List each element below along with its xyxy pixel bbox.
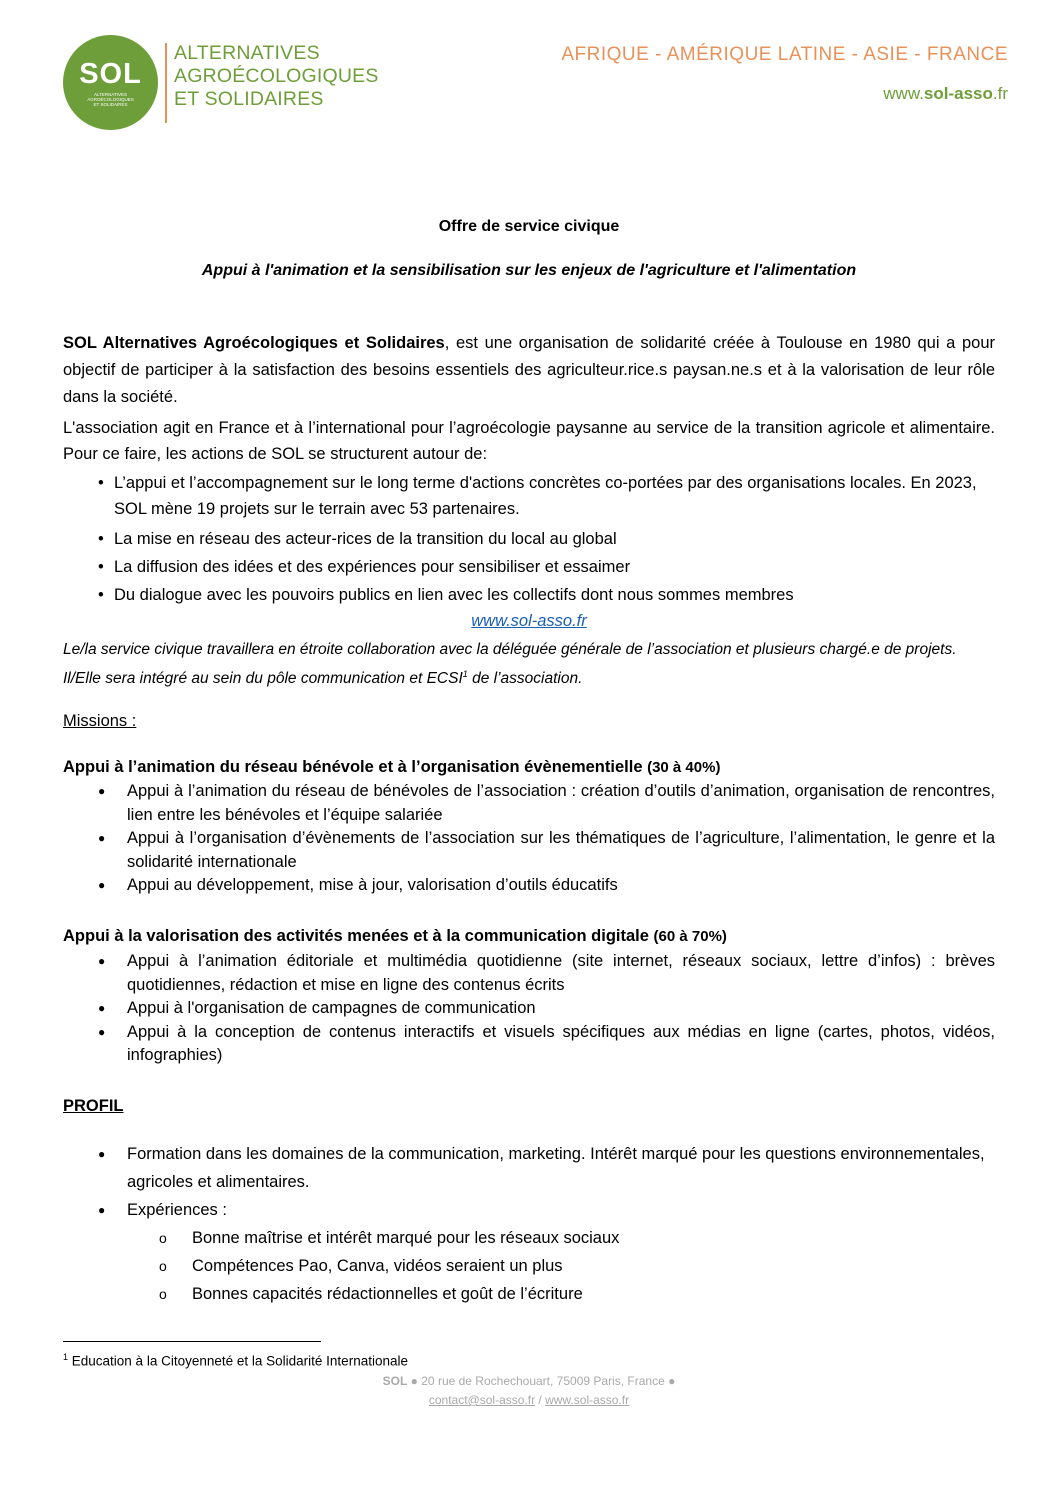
section-percentage: (30 à 40%) (647, 759, 721, 776)
page-subtitle: Appui à l'animation et la sensibilisation sur les enjeux de l'agriculture et l'alimentation (201, 262, 857, 279)
list-item-text: Du dialogue avec les pouvoirs publics en lien avec les collectifs dont nous sommes membres (114, 586, 794, 604)
collaboration-note (63, 637, 995, 691)
website-prefix: www. (883, 84, 924, 103)
footer-links (0, 1393, 1058, 1407)
list-item (98, 827, 995, 874)
website-suffix: .fr (992, 84, 1008, 103)
bullet-icon: ● (98, 954, 106, 968)
logo-small-line: ALTERNATIVES (93, 92, 128, 97)
circle-bullet-icon: o (159, 1286, 167, 1302)
section1-list (98, 780, 995, 898)
list-item (98, 1196, 995, 1224)
list-item-text: La mise en réseau des acteur-rices de la transition du local au global (114, 530, 617, 548)
list-item (159, 1224, 620, 1252)
website-link-row (0, 612, 1058, 631)
section-heading-text: Appui à l’animation du réseau bénévole et à l’organisation évènementielle (63, 758, 648, 776)
logo-small-line: AGROÉCOLOGIQUES (87, 97, 134, 102)
list-item (98, 997, 995, 1021)
bullet-icon: • (98, 586, 104, 604)
section2-list (98, 950, 995, 1068)
bullet-icon: ● (98, 878, 106, 892)
org-line: ALTERNATIVES (174, 42, 320, 64)
list-item (98, 874, 995, 898)
page-title: Offre de service civique (438, 218, 620, 235)
profil-label-text: PROFIL (63, 1097, 124, 1115)
logo-small-text (63, 92, 158, 107)
bullet-icon: • (98, 474, 104, 492)
circle-bullet-icon: o (159, 1258, 167, 1274)
list-item-text: Appui à la conception de contenus interactifs et visuels spécifiques aux médias en ligne (cartes, photos, vidéos, infographies) (127, 1022, 995, 1064)
list-item-text: La diffusion des idées et des expériences pour sensibiliser et essaimer (114, 558, 631, 576)
list-item-text: Bonnes capacités rédactionnelles et goût de l’écriture (192, 1285, 583, 1303)
bullet-icon: • (98, 558, 104, 576)
experience-list (159, 1224, 620, 1308)
note-text-end: de l’association. (467, 670, 583, 688)
list-item-text: Expériences : (127, 1201, 227, 1219)
footnote (63, 1352, 408, 1369)
footer-address (0, 1374, 1058, 1388)
section-heading-2 (63, 927, 727, 946)
list-item-text: Formation dans les domaines de la communication, marketing. Intérêt marqué pour les questions environnementales, agricoles et alimentaires. (127, 1145, 985, 1191)
logo-small-line: ET SOLIDAIRES (93, 102, 128, 107)
list-item-text: Appui à l’animation éditoriale et multimédia quotidienne (site internet, réseaux sociaux, lettre d’infos) : brèves quotidiennes, rédaction et mise en ligne des contenus écrits (127, 952, 995, 994)
bullet-icon: • (98, 530, 104, 548)
org-name-logo (174, 42, 379, 111)
list-item (98, 1140, 995, 1196)
list-item-text: Appui à l’organisation d’évènements de l’association sur les thématiques de l’agriculture, l’alimentation, le genre et la solidarité internationale (127, 829, 995, 871)
header-website[interactable] (883, 84, 1008, 104)
list-item-text: L’appui et l’accompagnement sur le long terme d'actions concrètes co-portées par des organisations locales. En 2023, SOL mène 19 projets sur le terrain avec 53 partenaires. (114, 474, 977, 518)
intro-paragraph-2: L'association agit en France et à l’international pour l’agroécologie paysanne au service de la transition agricole et alimentaire. Pour ce faire, les actions de SOL se structurent autour de: (63, 419, 995, 463)
section-heading-1 (63, 758, 720, 777)
logo-divider (165, 43, 167, 123)
list-item (98, 780, 995, 827)
list-item (159, 1252, 619, 1280)
section-percentage: (60 à 70%) (653, 928, 727, 945)
footnote-ref[interactable]: 1 (462, 669, 468, 679)
org-line: AGROÉCOLOGIQUES (174, 65, 379, 87)
list-item (98, 470, 996, 522)
list-item (159, 1280, 619, 1308)
footnote-number: 1 (63, 1352, 69, 1362)
logo-abbr: SOL (79, 58, 142, 90)
section-heading-text: Appui à la valorisation des activités menées et à la communication digitale (63, 927, 654, 945)
list-item (98, 554, 996, 580)
footer-org: SOL (382, 1374, 408, 1388)
note-text: Le/la service civique travaillera en étroite collaboration avec la déléguée générale de l’association et plusieurs chargé.e de projets. Il/Elle sera intégré au sein du pôle communication et ECSI (63, 641, 957, 688)
list-item-text: Bonne maîtrise et intérêt marqué pour les réseaux sociaux (192, 1229, 620, 1247)
footnote-text: Education à la Citoyenneté et la Solidarité Internationale (68, 1353, 408, 1369)
footnote-divider (63, 1341, 321, 1342)
footer-email-link[interactable]: contact@sol-asso.fr (428, 1393, 536, 1407)
footer-website-link[interactable]: www.sol-asso.fr (545, 1393, 630, 1407)
list-item (98, 950, 995, 997)
intro-text: , est une organisation de solidarité créée à Toulouse en 1980 qui a pour objectif de participer à la satisfaction des besoins essentiels des agriculteur.rice.s paysan.ne.s et à la valorisation de leur rôle dans la société. (63, 334, 995, 406)
list-item-text: Appui à l’animation du réseau de bénévoles de l’association : création d’outils d’animation, organisation de rencontres, lien entre les bénévoles et l’équipe salariée (127, 782, 995, 824)
list-item (98, 526, 996, 552)
intro-bullet-list (98, 470, 996, 608)
profil-label (63, 1097, 124, 1116)
bullet-icon: ● (98, 1024, 106, 1039)
circle-bullet-icon: o (159, 1230, 167, 1246)
list-item-text: Compétences Pao, Canva, vidéos seraient un plus (192, 1257, 563, 1275)
list-item-text: Appui au développement, mise à jour, valorisation d’outils éducatifs (127, 876, 618, 894)
logo (63, 35, 158, 130)
bullet-icon: ● (98, 831, 106, 845)
website-domain: sol-asso (923, 84, 993, 103)
bullet-icon: ● (98, 1147, 106, 1161)
footer-separator: / (535, 1393, 546, 1407)
bullet-icon: ● (98, 784, 106, 798)
intro-paragraph (63, 330, 995, 411)
missions-label-text: Missions : (63, 712, 137, 730)
org-line: ET SOLIDAIRES (174, 88, 324, 110)
list-item-text: Appui à l'organisation de campagnes de communication (127, 999, 536, 1017)
missions-label (63, 712, 136, 731)
list-item (98, 582, 996, 608)
list-item (98, 1021, 995, 1068)
footer-address-text: ● 20 rue de Rochechouart, 75009 Paris, France ● (407, 1374, 676, 1388)
bullet-icon: ● (98, 1001, 106, 1015)
website-link[interactable]: www.sol-asso.fr (471, 612, 587, 630)
profil-list (98, 1140, 995, 1224)
bullet-icon: ● (98, 1203, 106, 1217)
org-name: SOL Alternatives Agroécologiques et Solidaires (63, 334, 445, 352)
regions-tagline: AFRIQUE - AMÉRIQUE LATINE - ASIE - FRANCE (561, 44, 1008, 65)
